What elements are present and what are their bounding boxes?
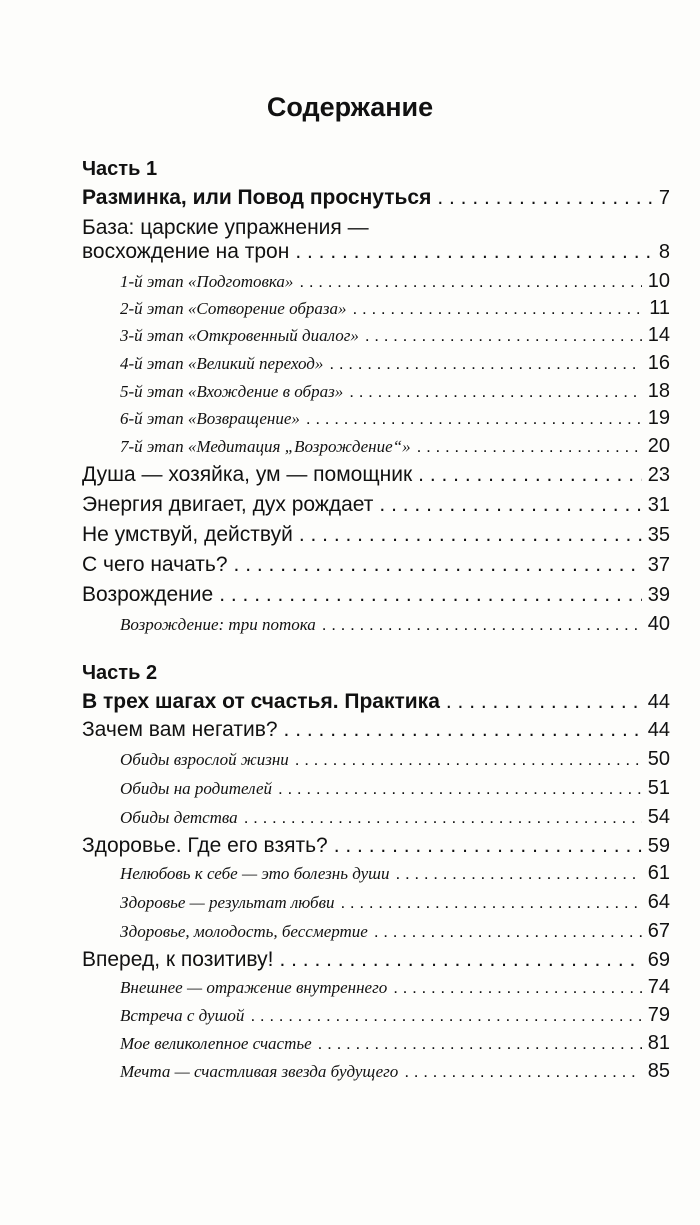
toc-entry-title: С чего начать? <box>82 553 228 576</box>
toc-entry-title: 3-й этап «Откровенный диалог» <box>120 326 359 345</box>
toc-entry-page: 19 <box>647 407 670 429</box>
toc-entry-page: 11 <box>649 297 670 319</box>
toc-entry-page: 59 <box>647 835 670 857</box>
toc-entry-title: Вперед, к позитиву! <box>82 948 274 971</box>
toc-entry-page: 23 <box>647 464 670 486</box>
toc-entry-title: 1-й этап «Подготовка» <box>120 272 294 291</box>
dot-leader <box>299 272 641 292</box>
page-title: Содержание <box>266 92 434 122</box>
dot-leader <box>278 779 642 799</box>
toc-entry <box>82 834 670 858</box>
toc-entry-title: Обиды взрослой жизни <box>120 750 289 769</box>
toc-subentry <box>120 806 670 829</box>
toc-entry-title-line1: База: царские упражнения — <box>82 216 369 239</box>
toc-entry-page: 54 <box>647 806 670 828</box>
toc-entry <box>82 493 670 517</box>
dot-leader <box>417 437 642 457</box>
toc-entry-title: Душа — хозяйка, ум — помощник <box>82 463 413 486</box>
toc-entry <box>82 523 670 547</box>
toc-entry-title: Мое великолепное счастье <box>120 1034 312 1053</box>
dot-leader <box>295 240 653 264</box>
dot-leader <box>404 1062 641 1082</box>
toc-entry-page: 20 <box>647 435 670 457</box>
toc-entry-page: 39 <box>647 584 670 606</box>
toc-entry-page: 44 <box>647 719 670 741</box>
toc-entry-page: 16 <box>647 352 670 374</box>
toc-entry-title: Разминка, или Повод проснуться <box>82 186 432 209</box>
toc-entry-title: Внешнее — отражение внутреннего <box>120 978 388 997</box>
toc-entry-page: 51 <box>647 777 670 799</box>
toc-subentry <box>120 352 670 375</box>
toc-entry-title: 6-й этап «Возвращение» <box>120 409 300 428</box>
toc-subentry <box>120 1060 670 1083</box>
toc-entry-title: 7-й этап «Медитация „Возрождение“» <box>120 437 411 456</box>
toc-entry-title: Здоровье — результат любви <box>120 893 335 912</box>
toc-entry-title: Здоровье, молодость, бессмертие <box>120 922 368 941</box>
toc-subentry <box>120 407 670 430</box>
toc-entry-title: Энергия двигает, дух рождает <box>82 493 374 516</box>
dot-leader <box>284 718 642 742</box>
toc-entry <box>82 463 670 487</box>
toc-entry <box>82 718 670 742</box>
dot-leader <box>250 1006 641 1026</box>
part-1-heading: Часть 1 <box>82 158 158 180</box>
toc-entry-title: Возрождение <box>82 583 214 606</box>
dot-leader <box>396 864 642 884</box>
toc-entry-page: 10 <box>647 270 670 292</box>
toc-entry-page: 67 <box>647 920 670 942</box>
dot-leader <box>318 1034 642 1054</box>
toc-entry-title: Нелюбовь к себе — это болезнь души <box>120 864 390 883</box>
toc-subentry <box>120 748 670 771</box>
toc-subentry <box>120 435 670 458</box>
dot-leader <box>295 750 642 770</box>
toc-entry-page: 8 <box>658 241 670 263</box>
dot-leader <box>365 326 642 346</box>
toc-subentry <box>120 613 670 636</box>
toc-entry-title: 4-й этап «Великий переход» <box>120 354 324 373</box>
dot-leader <box>322 615 642 635</box>
toc-subentry <box>120 324 670 347</box>
dot-leader <box>353 299 644 319</box>
toc-entry-title: 5-й этап «Вхождение в образ» <box>120 382 344 401</box>
toc-subentry <box>120 920 670 943</box>
toc-entry <box>82 553 670 577</box>
toc-entry-title: Зачем вам негатив? <box>82 718 278 741</box>
toc-subentry <box>120 1032 670 1055</box>
toc-entry <box>82 690 670 714</box>
toc-entry-title: 2-й этап «Сотворение образа» <box>120 299 347 318</box>
toc-subentry <box>120 777 670 800</box>
toc-entry-page: 85 <box>647 1060 670 1082</box>
toc-entry-title: восхождение на трон <box>82 240 290 263</box>
toc-entry-title: Обиды детства <box>120 808 238 827</box>
dot-leader <box>234 553 642 577</box>
toc-entry-page: 37 <box>647 554 670 576</box>
toc-entry-title: Мечта — счастливая звезда будущего <box>120 1062 399 1081</box>
dot-leader <box>437 186 653 210</box>
toc-subentry <box>120 297 670 320</box>
toc-entry-page: 81 <box>647 1032 670 1054</box>
toc-subentry <box>120 1004 670 1027</box>
part-2-heading: Часть 2 <box>82 662 158 684</box>
dot-leader <box>299 523 642 547</box>
toc-subentry <box>120 862 670 885</box>
toc-entry-title: Обиды на родителей <box>120 779 273 798</box>
dot-leader <box>334 834 642 858</box>
dot-leader <box>379 493 641 517</box>
dot-leader <box>279 948 641 972</box>
dot-leader <box>393 978 642 998</box>
toc-entry-title: Встреча с душой <box>120 1006 245 1025</box>
dot-leader <box>418 463 642 487</box>
toc-entry-page: 18 <box>647 380 670 402</box>
toc-entry-page: 50 <box>647 748 670 770</box>
toc-entry <box>82 948 670 972</box>
toc-entry-page: 7 <box>658 187 670 209</box>
toc-entry-page: 79 <box>647 1004 670 1026</box>
toc-entry <box>82 240 670 264</box>
toc-entry-title: Не умствуй, действуй <box>82 523 293 546</box>
toc-subentry <box>120 891 670 914</box>
dot-leader <box>340 893 641 913</box>
toc-entry-page: 35 <box>647 524 670 546</box>
dot-leader <box>306 409 642 429</box>
toc-entry-page: 64 <box>647 891 670 913</box>
toc-entry-title: Здоровье. Где его взять? <box>82 834 328 857</box>
toc-subentry <box>120 380 670 403</box>
toc-entry-page: 31 <box>647 494 670 516</box>
toc-entry <box>82 186 670 210</box>
toc-entry <box>82 583 670 607</box>
toc-entry-page: 61 <box>647 862 670 884</box>
toc-subentry <box>120 270 670 293</box>
toc-entry-page: 44 <box>647 691 670 713</box>
dot-leader <box>349 382 642 402</box>
toc-subentry <box>120 976 670 999</box>
dot-leader <box>219 583 642 607</box>
toc-entry-page: 40 <box>647 613 670 635</box>
dot-leader <box>374 922 642 942</box>
dot-leader <box>329 354 641 374</box>
toc-entry-title: В трех шагах от счастья. Практика <box>82 690 440 713</box>
dot-leader <box>244 808 642 828</box>
toc-entry-title: Возрождение: три потока <box>120 615 316 634</box>
toc-entry-page: 74 <box>647 976 670 998</box>
dot-leader <box>446 690 642 714</box>
toc-entry-page: 69 <box>647 949 670 971</box>
toc-entry-page: 14 <box>647 324 670 346</box>
